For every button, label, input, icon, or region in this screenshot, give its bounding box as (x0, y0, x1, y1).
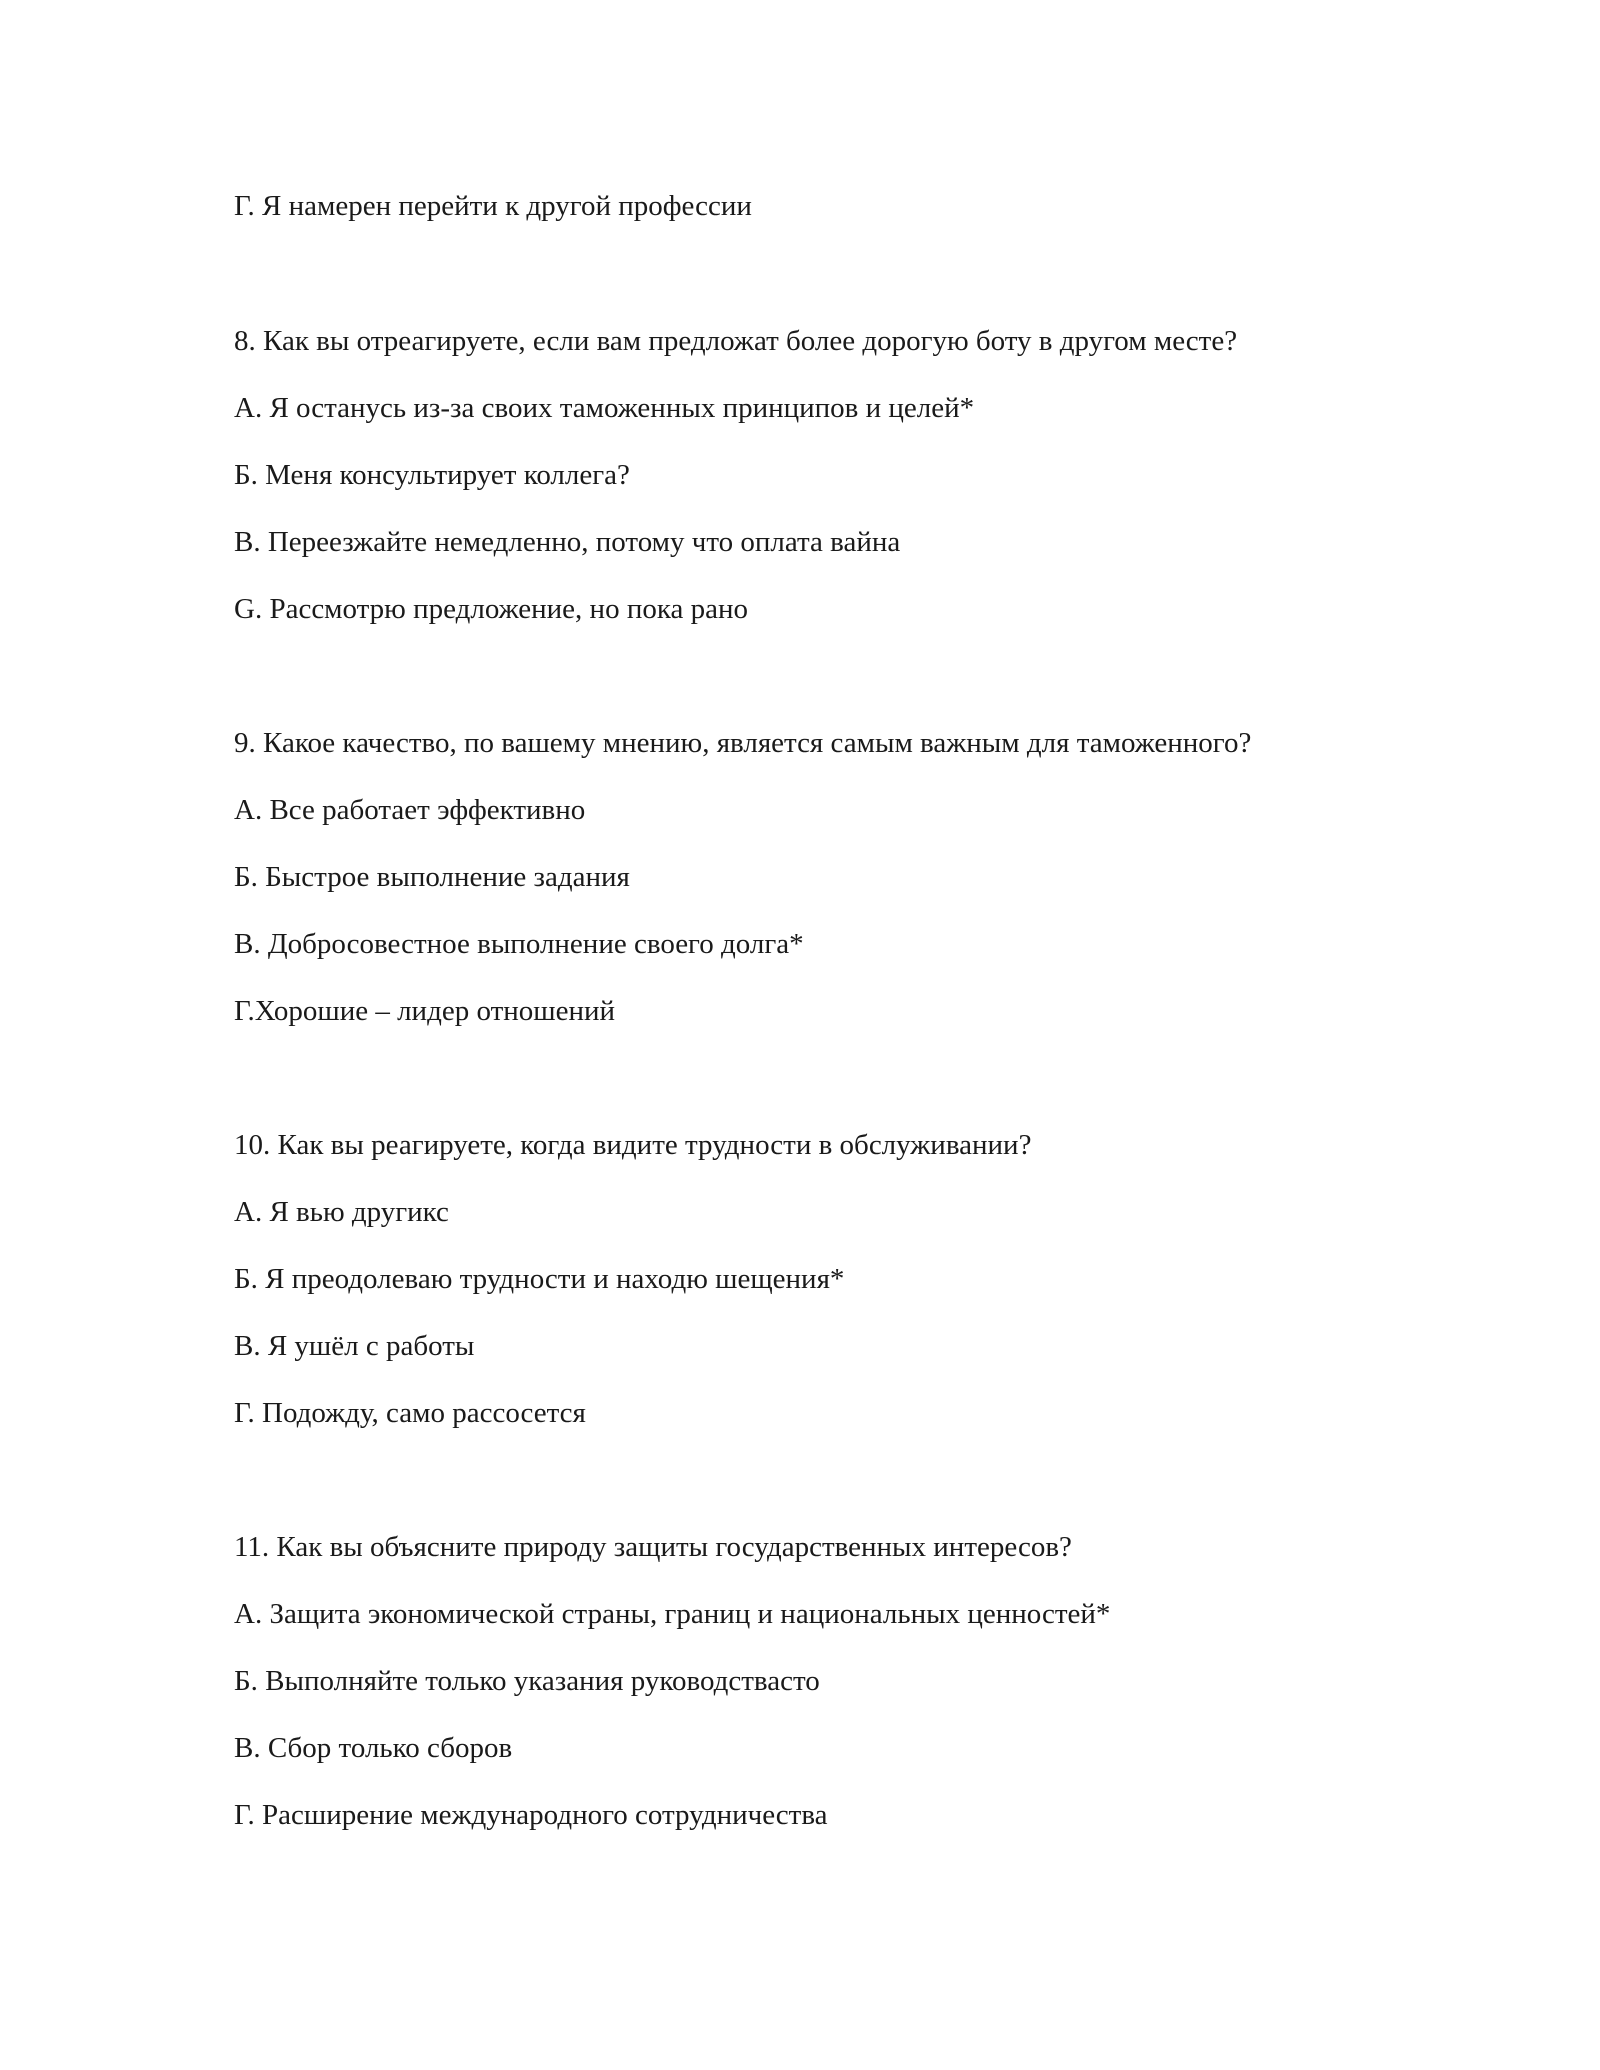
answer-option: Г. Расширение международного сотрудничества (234, 1799, 828, 1831)
answer-option: Б. Я преодолеваю трудности и находю шещения* (234, 1263, 845, 1295)
answer-option: Б. Выполняйте только указания руководствасто (234, 1665, 820, 1697)
answer-option: А. Я вью другикс (234, 1196, 449, 1228)
answer-option: А. Я останусь из-за своих таможенных принципов и целей* (234, 392, 975, 424)
answer-option: Г. Подожду, само рассосется (234, 1397, 586, 1429)
answer-option: А. Защита экономической страны, границ и национальных ценностей* (234, 1598, 1111, 1630)
answer-option: А. Все работает эффективно (234, 794, 586, 826)
answer-option: Б. Быстрое выполнение задания (234, 861, 630, 893)
answer-option: В. Переезжайте немедленно, потому что оплата вайна (234, 526, 901, 558)
answer-option: В. Я ушёл с работы (234, 1330, 475, 1362)
answer-option: В. Добросовестное выполнение своего долга* (234, 928, 804, 960)
answer-option: Б. Меня консультирует коллега? (234, 459, 630, 491)
answer-option: Г.Хорошие – лидер отношений (234, 995, 616, 1027)
answer-option: G. Рассмотрю предложение, но пока рано (234, 593, 748, 625)
answer-option: В. Сбор только сборов (234, 1732, 513, 1764)
question-11: 11. Как вы объясните природу защиты государственных интересов? (234, 1531, 1072, 1563)
question-9: 9. Какое качество, по вашему мнению, является самым важным для таможенного? (234, 727, 1252, 759)
question-8: 8. Как вы отреагируете, если вам предложат более дорогую боту в другом месте? (234, 325, 1238, 357)
answer-option: Г. Я намерен перейти к другой профессии (234, 190, 752, 222)
question-10: 10. Как вы реагируете, когда видите трудности в обслуживании? (234, 1129, 1032, 1161)
